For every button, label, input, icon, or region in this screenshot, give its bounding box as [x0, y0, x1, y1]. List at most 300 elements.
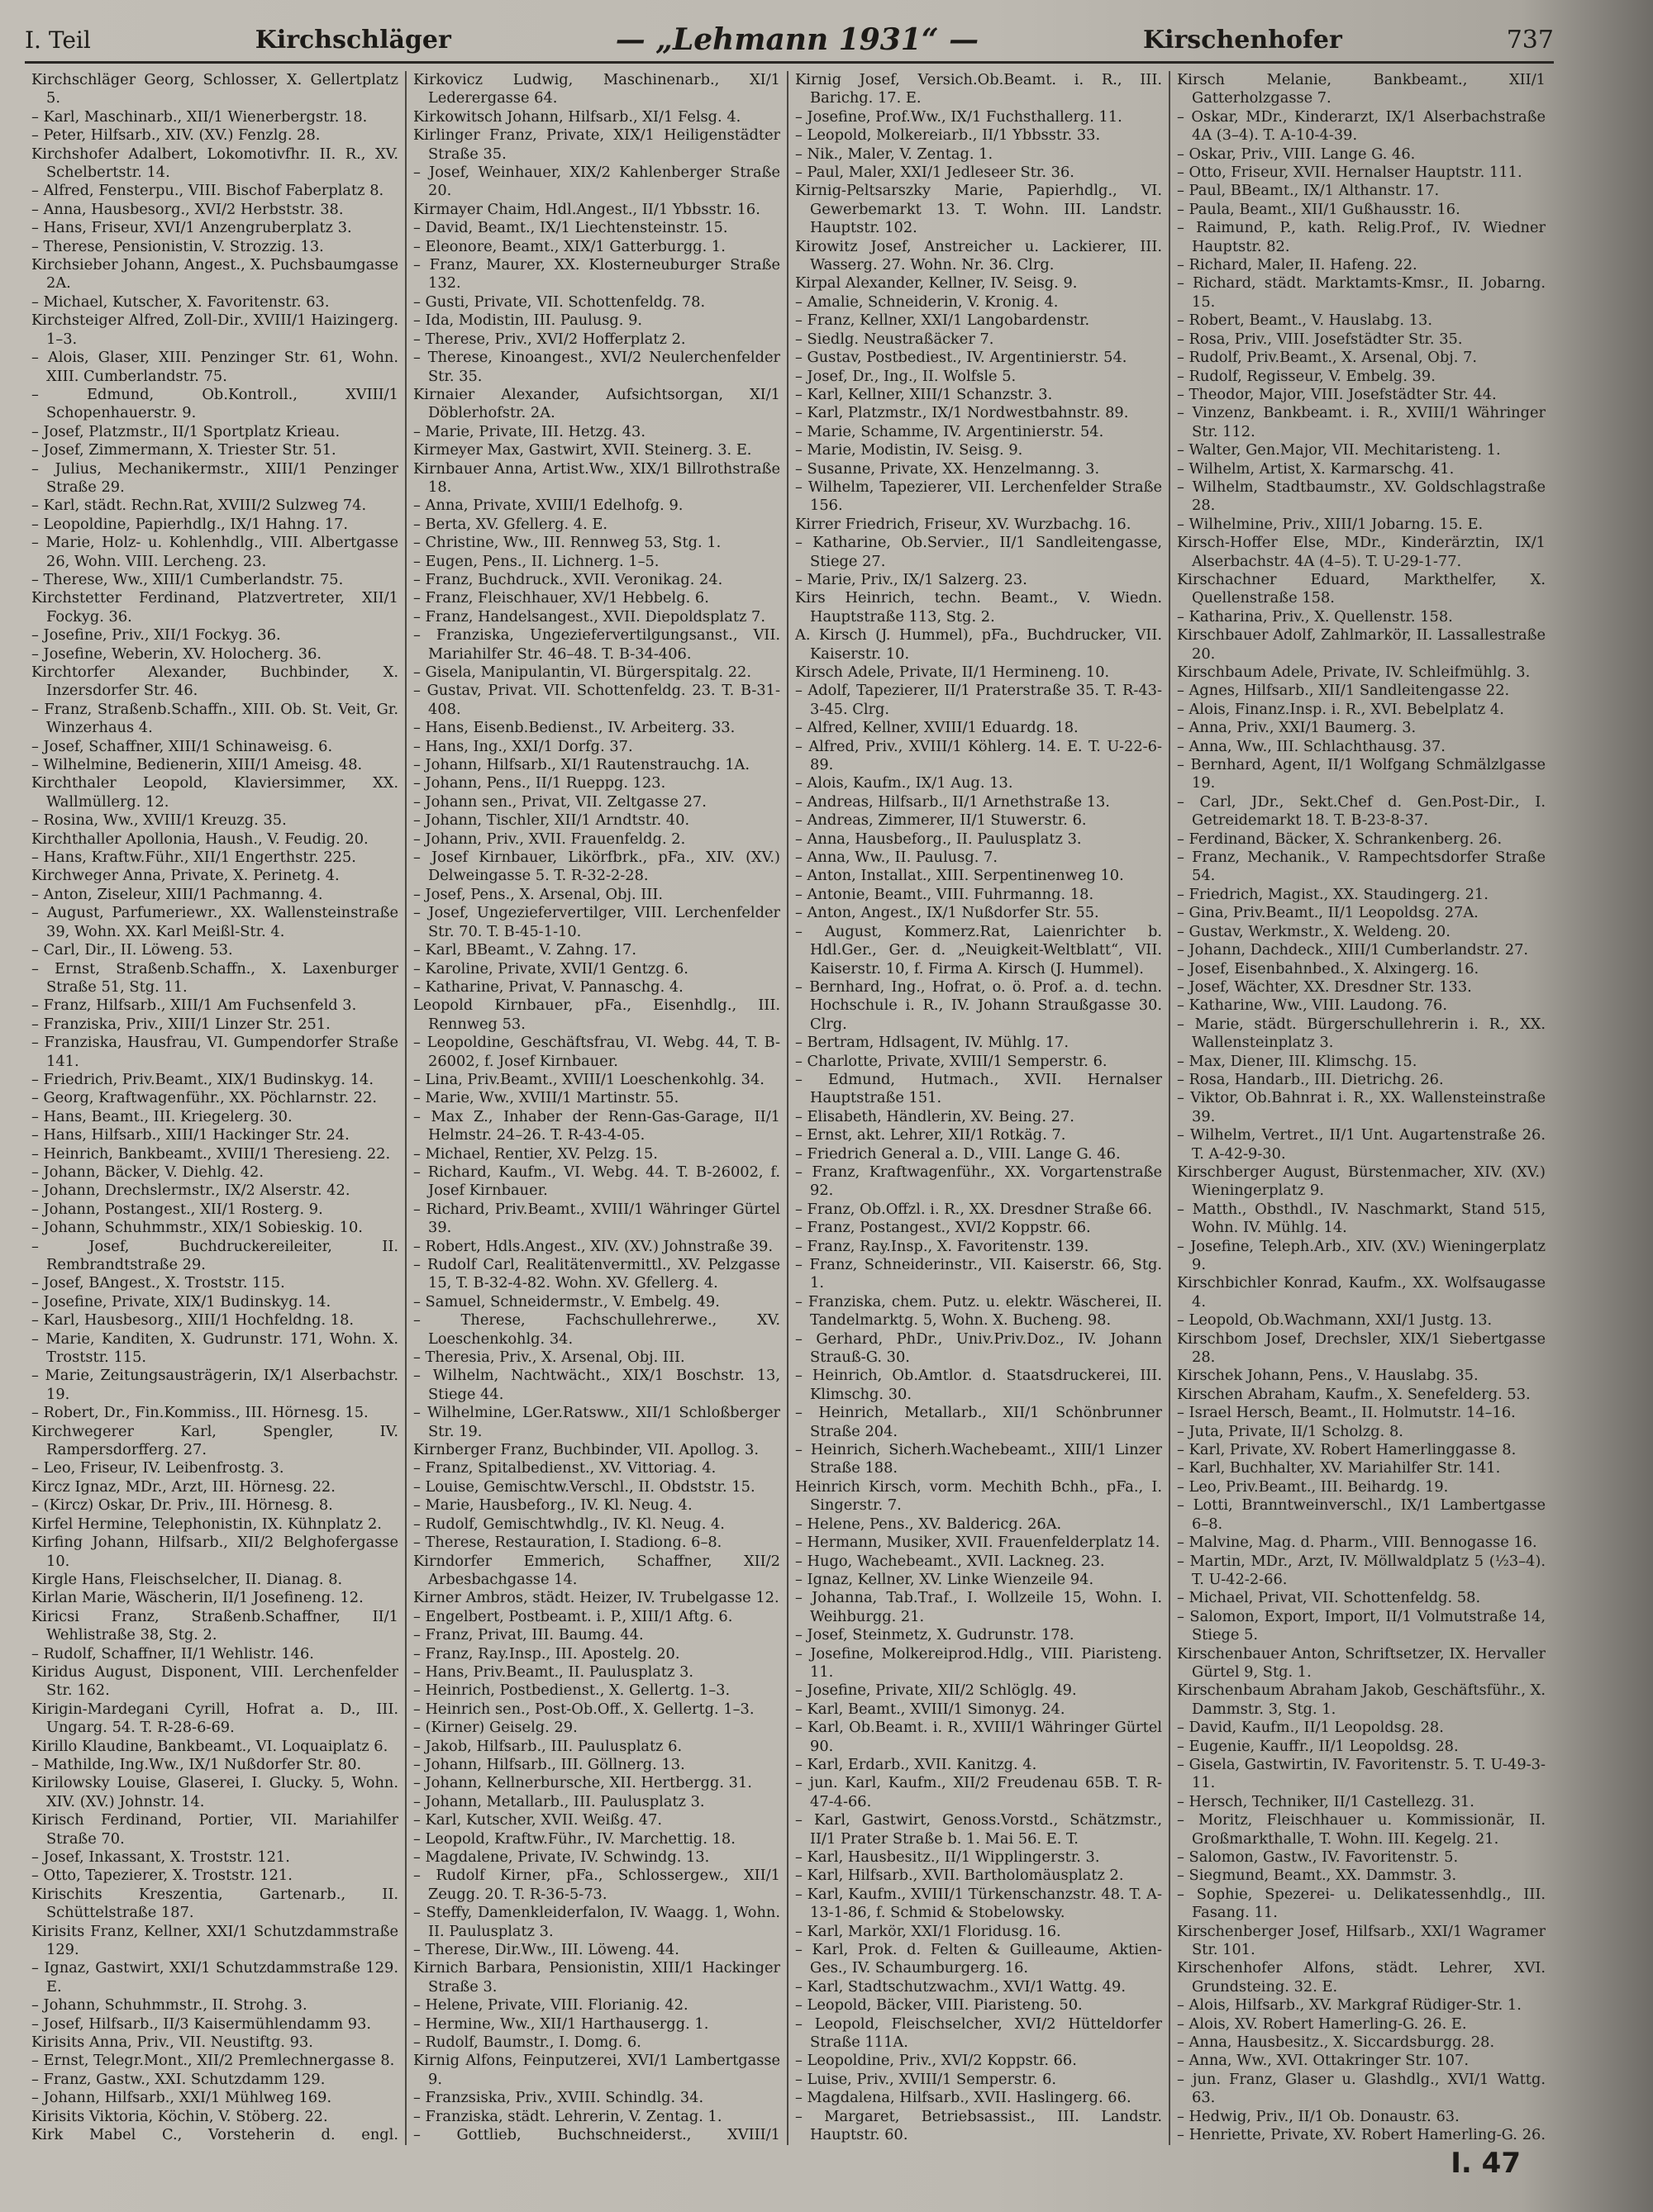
directory-entry: – Ernst, Straßenb.Schaffn., X. Laxenburger Straße 51, Stg. 11.: [31, 959, 398, 996]
directory-entry: – Franz, Fleischhauer, XV/1 Hebbelg. 6.: [413, 589, 709, 607]
directory-entry: – Peter, Hilfsarb., XIV. (XV.) Fenzlg. 28.: [31, 126, 321, 145]
directory-entry: – Alois, XV. Robert Hamerling-G. 26. E.: [1177, 2015, 1467, 2033]
directory-entry: – Josef, Buchdruckereileiter, II. Rembrandtstraße 29.: [31, 1237, 398, 1273]
directory-entry: – Franziska, Hausfrau, VI. Gumpendorfer Straße 141.: [31, 1034, 398, 1070]
directory-entry: – Marie, Holz- u. Kohlenhdlg., VIII. Albertgasse 26, Wohn. VIII. Lercheng. 23.: [31, 534, 398, 570]
directory-entry: Kirner Ambros, städt. Heizer, IV. Trubelgasse 12.: [413, 1589, 779, 1607]
directory-entry: – Charlotte, Private, XVIII/1 Semperstr. 6.: [795, 1052, 1108, 1070]
directory-entry: – Leopold, Ob.Wachmann, XXI/1 Justg. 13.: [1177, 1311, 1493, 1330]
directory-entry: – Christine, Ww., III. Rennweg 53, Stg. 1.: [413, 534, 722, 552]
directory-entry: – Oskar, MDr., Kinderarzt, IX/1 Alserbachstraße 4A (3–4). T. A-10-4-39.: [1177, 107, 1546, 145]
directory-entry: – Alois, Hilfsarb., XV. Markgraf Rüdiger-Str. 1.: [1177, 1996, 1522, 2015]
directory-entry: – Josefine, Priv., XII/1 Fockyg. 36.: [31, 626, 281, 645]
directory-entry: – Anna, Private, XVIII/1 Edelhofg. 9.: [413, 497, 684, 515]
directory-entry: – Viktor, Ob.Bahnrat i. R., XX. Wallensteinstraße 39.: [1177, 1089, 1546, 1125]
directory-entry: – Anna, Ww., III. Schlachthausg. 37.: [1177, 737, 1446, 755]
directory-entry: – Rosa, Handarb., III. Dietrichg. 26.: [1177, 1070, 1444, 1088]
directory-entry: – August, Parfumeriewr., XX. Wallensteinstraße 39, Wohn. XX. Karl Meißl-Str. 4.: [31, 904, 398, 940]
directory-entry: Kirchshofer Adalbert, Lokomotivfhr. II. R., XV. Schelbertstr. 14.: [31, 145, 398, 182]
directory-entry: – Lotti, Branntweinverschl., IX/1 Lambertgasse 6–8.: [1177, 1496, 1546, 1533]
directory-entry: Kirnig-Peltsarszky Marie, Papierhdlg., VI. Gewerbemarkt 13. T. Wohn. III. Landstr. Hauptstr. 102.: [795, 182, 1162, 237]
sheet-code: I. 47: [1451, 2147, 1521, 2180]
directory-entry: – Carl, Dir., II. Löweng. 53.: [31, 941, 233, 959]
directory-entry: – Johann, Hilfsarb., XI/1 Rautenstrauchg. 1A.: [413, 756, 750, 774]
directory-entry: Kirlinger Franz, Private, XIX/1 Heiligenstädter Straße 35.: [413, 126, 780, 163]
directory-entry: Kirschachner Eduard, Markthelfer, X. Quellenstraße 158.: [1177, 570, 1546, 607]
directory-entry: – Amalie, Schneiderin, V. Kronig. 4.: [795, 293, 1059, 311]
directory-entry: – Franziska, chem. Putz. u. elektr. Wäscherei, II. Tandelmarktg. 5, Wohn. X. Bucheng. 98.: [795, 1292, 1162, 1330]
directory-entry: – Richard, Kaufm., VI. Webg. 44. T. B-26002, f. Josef Kirnbauer.: [413, 1163, 780, 1200]
directory-entry: – Therese, Priv., XVI/2 Hofferplatz 2.: [413, 330, 686, 348]
directory-entry: Kirischits Kreszentia, Gartenarb., II. Schüttelstraße 187.: [31, 1885, 398, 1922]
directory-entry: – Johann sen., Privat, VII. Zeltgasse 27.: [413, 792, 707, 811]
column-3: [788, 71, 1170, 2145]
directory-entry: – Steffy, Damenkleiderfalon, IV. Waagg. 1, Wohn. II. Paulusplatz 3.: [413, 1904, 780, 1940]
directory-entry: Kirgle Hans, Fleischselcher, II. Dianag. 8.: [31, 1570, 343, 1588]
directory-entry: – Josefine, Private, XII/2 Schlöglg. 49.: [795, 1682, 1077, 1700]
directory-entry: – Heinrich, Bankbeamt., XVIII/1 Theresieng. 22.: [31, 1144, 391, 1163]
directory-entry: – Salomon, Export, Import, II/1 Volmutstraße 14, Stiege 5.: [1177, 1607, 1546, 1644]
directory-entry: Kirmeyer Max, Gastwirt, XVII. Steinerg. 3. E.: [413, 441, 752, 459]
directory-entry: – Katharina, Priv., X. Quellenstr. 158.: [1177, 607, 1453, 626]
directory-entry: – Josefine, Teleph.Arb., XIV. (XV.) Wieningerplatz 9.: [1177, 1237, 1546, 1273]
directory-entry: – Wilhelm, Vertret., II/1 Unt. Augartenstraße 26. T. A-42-9-30.: [1177, 1126, 1546, 1163]
directory-entry: – Anton, Installat., XIII. Serpentinenweg 10.: [795, 867, 1124, 885]
directory-entry: – Richard, Priv.Beamt., XVIII/1 Währinger Gürtel 39.: [413, 1200, 780, 1237]
directory-entry: – Ignaz, Kellner, XV. Linke Wienzeile 94.: [795, 1570, 1094, 1588]
directory-entry: – Karl, Markör, XXI/1 Floridusg. 16.: [795, 1922, 1061, 1940]
directory-entry: – Antonie, Beamt., VIII. Fuhrmanng. 18.: [795, 885, 1094, 903]
directory-entry: Kirchsteiger Alfred, Zoll-Dir., XVIII/1 Haizingerg. 1–3.: [31, 312, 398, 348]
directory-entry: – Richard, Maler, II. Hafeng. 22.: [1177, 256, 1417, 274]
directory-entry: – Hedwig, Priv., II/1 Ob. Donaustr. 63.: [1177, 2107, 1460, 2125]
directory-entry: Kirsch Adele, Private, II/1 Hermineng. 10.: [795, 664, 1110, 681]
directory-entry: – Otto, Friseur, XVII. Hernalser Hauptstr. 111.: [1177, 164, 1522, 182]
directory-entry: – Friedrich, Priv.Beamt., XIX/1 Budinskyg. 14.: [31, 1070, 374, 1088]
directory-entry: – Hans, Friseur, XVI/1 Anzengruberplatz 3.: [31, 219, 352, 237]
directory-entry: – Rudolf, Gemischtwhdlg., IV. Kl. Neug. 4.: [413, 1515, 725, 1533]
directory-entry: – Karl, Ob.Beamt. i. R., XVIII/1 Währinger Gürtel 90.: [795, 1719, 1162, 1755]
directory-entry: – Hermine, Ww., XII/1 Harthausergg. 1.: [413, 2015, 709, 2033]
directory-entry: – Eugen, Pens., II. Lichnerg. 1–5.: [413, 552, 660, 570]
directory-entry: – Wilhelmine, Priv., XIII/1 Jobarng. 15. E.: [1177, 515, 1484, 533]
directory-entry: – Mathilde, Ing.Ww., IX/1 Nußdorfer Str. 80.: [31, 1755, 362, 1773]
directory-entry: – Josef, Dr., Ing., II. Wolfsle 5.: [795, 367, 1017, 385]
directory-entry: – Rudolf, Schaffner, II/1 Wehlistr. 146.: [31, 1644, 314, 1663]
directory-entry: Kirschenbaum Abraham Jakob, Geschäftsführ., X. Dammstr. 3, Stg. 1.: [1177, 1682, 1546, 1718]
directory-entry: – Nik., Maler, V. Zentag. 1.: [795, 145, 993, 163]
directory-entry: Kirchthaller Apollonia, Haush., V. Feudig. 20.: [31, 830, 369, 848]
directory-entry: – Edmund, Ob.Kontroll., XVIII/1 Schopenhauerstr. 9.: [31, 385, 398, 422]
directory-entry: – Anna, Ww., II. Paulusg. 7.: [795, 849, 998, 867]
directory-entry: Kirschbaum Adele, Private, IV. Schleifmühlg. 3.: [1177, 664, 1531, 681]
directory-entry: – Leopold, Bäcker, VIII. Piaristeng. 50.: [795, 1996, 1083, 2015]
directory-entry: – Friedrich, Magist., XX. Staudingerg. 21.: [1177, 885, 1489, 903]
directory-entry: Kirndorfer Emmerich, Schaffner, XII/2 Arbesbachgasse 14.: [413, 1552, 780, 1588]
directory-entry: – Franz, Hilfsarb., XIII/1 Am Fuchsenfeld 3.: [31, 997, 357, 1015]
directory-entry: – Karl, Hilfsarb., XVII. Bartholomäusplatz 2.: [795, 1867, 1124, 1885]
directory-entry: – Paul, Maler, XXI/1 Jedleseer Str. 36.: [795, 164, 1074, 182]
directory-entry: – Leopoldine, Priv., XVI/2 Koppstr. 66.: [795, 2052, 1077, 2070]
directory-entry: Heinrich Kirsch, vorm. Mechith Bchh., pFa., I. Singerstr. 7.: [795, 1477, 1162, 1515]
directory-entry: – Alois, Kaufm., IX/1 Aug. 13.: [795, 774, 1013, 792]
directory-entry: – Franz, Postangest., XVI/2 Koppstr. 66.: [795, 1219, 1091, 1237]
directory-entry: – Franziska, städt. Lehrerin, V. Zentag. 1.: [413, 2107, 722, 2125]
directory-entry: – Therese, Restauration, I. Stadiong. 6–8.: [413, 1534, 722, 1552]
directory-entry: – Karl, Platzmstr., IX/1 Nordwestbahnstr. 89.: [795, 404, 1129, 422]
directory-entry: – Alfred, Fensterpu., VIII. Bischof Faberplatz 8.: [31, 182, 384, 200]
directory-entry: – Karl, Private, XV. Robert Hamerlinggasse 8.: [1177, 1441, 1517, 1459]
directory-entry: – (Kirner) Geiselg. 29.: [413, 1719, 578, 1737]
directory-entry: – Rosina, Ww., XVIII/1 Kreuzg. 35.: [31, 811, 287, 830]
directory-entry: – Elisabeth, Händlerin, XV. Being. 27.: [795, 1107, 1074, 1125]
directory-entry: – Franz, Ray.Insp., III. Apostelg. 20.: [413, 1644, 680, 1663]
directory-entry: – Helene, Private, VIII. Florianig. 42.: [413, 1996, 688, 2015]
directory-entry: – Paula, Beamt., XII/1 Gußhausstr. 16.: [1177, 200, 1460, 218]
directory-entry: – Josef, Platzmstr., II/1 Sportplatz Krieau.: [31, 422, 341, 440]
directory-entry: – Gisela, Gastwirtin, IV. Favoritenstr. 5. T. U-49-3-11.: [1177, 1755, 1546, 1792]
directory-entry: – Gustav, Postbediest., IV. Argentinierstr. 54.: [795, 349, 1127, 367]
directory-entry: – Alois, Finanz.Insp. i. R., XVI. Bebelplatz 4.: [1177, 700, 1504, 718]
directory-entry: – Marie, städt. Bürgerschullehrerin i. R., XX. Wallensteinplatz 3.: [1177, 1015, 1546, 1052]
directory-entry: – Marie, Zeitungsausträgerin, IX/1 Alserbachstr. 19.: [31, 1367, 398, 1403]
directory-entry: – Marie, Kanditen, X. Gudrunstr. 171, Wohn. X. Troststr. 115.: [31, 1330, 398, 1367]
directory-entry: – Rudolf, Regisseur, V. Embelg. 39.: [1177, 367, 1436, 385]
directory-entry: – Leopoldine, Geschäftsfrau, VI. Webg. 44, T. B-26002, f. Josef Kirnbauer.: [413, 1034, 780, 1070]
directory-entry: – Hans, Ing., XXI/1 Dorfg. 37.: [413, 737, 633, 755]
directory-entry: – Johann, Tischler, XII/1 Arndtstr. 40.: [413, 811, 690, 830]
directory-entry: Kirschenbauer Anton, Schriftsetzer, IX. Hervaller Gürtel 9, Stg. 1.: [1177, 1644, 1546, 1681]
directory-entry: – Karl, Maschinarb., XII/1 Wienerbergstr. 18.: [31, 107, 368, 126]
directory-entry: – Josef, Steinmetz, X. Gudrunstr. 178.: [795, 1626, 1074, 1644]
directory-entry: Kirschenberger Josef, Hilfsarb., XXI/1 Wagramer Str. 101.: [1177, 1922, 1546, 1959]
directory-entry: – Richard, städt. Marktamts-Kmsr., II. Jobarng. 15.: [1177, 274, 1546, 311]
directory-entry: – Franz, Privat, III. Baumg. 44.: [413, 1626, 644, 1644]
directory-entry: – Johann, Metallarb., III. Paulusplatz 3.: [413, 1792, 705, 1810]
directory-entry: – Marie, Private, III. Hetzg. 43.: [413, 422, 646, 440]
directory-entry: – Walter, Gen.Major, VII. Mechitaristeng. 1.: [1177, 441, 1501, 459]
directory-entry: – Josef, Eisenbahnbed., X. Alxingerg. 16.: [1177, 959, 1479, 978]
directory-entry: – Heinrich, Sicherh.Wachebeamt., XIII/1 Linzer Straße 188.: [795, 1441, 1162, 1477]
directory-entry: – Karl, Hausbesorg., XIII/1 Hochfeldng. 18.: [31, 1311, 355, 1330]
directory-entry: – Gustav, Werkmstr., X. Weldeng. 20.: [1177, 922, 1451, 940]
directory-entry: – Rudolf, Baumstr., I. Domg. 6.: [413, 2034, 641, 2052]
directory-entry: – Margaret, Betriebsassist., III. Landstr. Hauptstr. 60.: [795, 2107, 1162, 2144]
directory-entry: – Wilhelmine, LGer.Ratsww., XII/1 Schloßberger Str. 19.: [413, 1404, 780, 1440]
directory-entry: – Johann, Priv., XVII. Frauenfeldg. 2.: [413, 830, 686, 848]
directory-entry: – Leopold, Fleischselcher, XVI/2 Hütteldorfer Straße 111A.: [795, 2015, 1162, 2052]
directory-entry: Kircz Ignaz, MDr., Arzt, III. Hörnesg. 22.: [31, 1477, 336, 1496]
directory-entry: – Anton, Ziseleur, XIII/1 Pachmanng. 4.: [31, 885, 323, 903]
directory-entry: – Hugo, Wachebeamt., XVII. Lackneg. 23.: [795, 1552, 1105, 1570]
directory-entry: – Anna, Ww., XVI. Ottakringer Str. 107.: [1177, 2052, 1470, 2070]
directory-entry: Kirschbom Josef, Drechsler, XIX/1 Siebertgasse 28.: [1177, 1330, 1546, 1367]
first-entry-name: Kirchschläger: [255, 25, 451, 55]
directory-entry: – Marie, Ww., XVIII/1 Martinstr. 55.: [413, 1089, 679, 1107]
directory-entry: Kirschen Abraham, Kaufm., X. Senefelderg. 53.: [1177, 1385, 1531, 1403]
directory-entry: – Luise, Priv., XVIII/1 Semperstr. 6.: [795, 2070, 1057, 2088]
directory-entry: Kirigin-Mardegani Cyrill, Hofrat a. D., III. Ungarg. 54. T. R-28-6-69.: [31, 1700, 398, 1737]
directory-entry: – Anna, Hausbesorg., XVI/2 Herbststr. 38.: [31, 200, 344, 218]
directory-entry: – Max Z., Inhaber der Renn-Gas-Garage, II/1 Helmstr. 24–26. T. R-43-4-05.: [413, 1107, 780, 1144]
directory-entry: – Josef, Weinhauer, XIX/2 Kahlenberger Straße 20.: [413, 164, 780, 200]
directory-entry: – Johann, Dachdeck., XIII/1 Cumberlandstr. 27.: [1177, 941, 1529, 959]
directory-entry: – Engelbert, Postbeamt. i. P., XIII/1 Aftg. 6.: [413, 1607, 733, 1625]
directory-entry: – Martin, MDr., Arzt, IV. Möllwaldplatz 5 (½3–4). T. U-42-2-66.: [1177, 1552, 1546, 1588]
directory-entry: – Hermann, Musiker, XVII. Frauenfelderplatz 14.: [795, 1534, 1160, 1552]
directory-entry: Kirnig Alfons, Feinputzerei, XVI/1 Lambertgasse 9.: [413, 2052, 780, 2088]
directory-entry: Kirschenhofer Alfons, städt. Lehrer, XVI. Grundsteing. 32. E.: [1177, 1959, 1546, 1996]
directory-entry: – Josef, Zimmermann, X. Triester Str. 51.: [31, 441, 336, 459]
directory-entry: – Otto, Tapezierer, X. Troststr. 121.: [31, 1867, 293, 1885]
directory-entry: Kirchwegerer Karl, Spengler, IV. Rampersdorfferg. 27.: [31, 1422, 398, 1459]
directory-entry: Kirchsieber Johann, Angest., X. Puchsbaumgasse 2A.: [31, 256, 398, 293]
directory-entry: – Berta, XV. Gfellerg. 4. E.: [413, 515, 608, 533]
directory-entry: Kirfing Johann, Hilfsarb., XII/2 Belghofergasse 10.: [31, 1534, 398, 1570]
directory-entry: – Hans, Beamt., III. Kriegelerg. 30.: [31, 1107, 293, 1125]
directory-entry: – Wilhelm, Artist, X. Karmarschg. 41.: [1177, 459, 1455, 478]
directory-entry: – Anton, Angest., IX/1 Nußdorfer Str. 55.: [795, 904, 1099, 922]
directory-entry: – Oskar, Priv., VIII. Lange G. 46.: [1177, 145, 1416, 163]
directory-entry: – Franz, Maurer, XX. Klosterneuburger Straße 132.: [413, 256, 780, 293]
directory-entry: – Johann, Hilfsarb., III. Göllnerg. 13.: [413, 1755, 685, 1773]
directory-entry: Kirsch-Hoffer Else, MDr., Kinderärztin, IX/1 Alserbachstr. 4A (4–5). T. U-29-1-77.: [1177, 534, 1546, 570]
directory-entry: – Josef, BAngest., X. Troststr. 115.: [31, 1274, 285, 1292]
directory-entry: [795, 2145, 1162, 2146]
directory-entry: – Josef, Wächter, XX. Dresdner Str. 133.: [1177, 978, 1472, 996]
directory-entry: – Sophie, Spezerei- u. Delikatessenhdlg., III. Fasang. 11.: [1177, 1885, 1546, 1922]
directory-entry: Kirkowitsch Johann, Hilfsarb., XI/1 Felsg. 4.: [413, 107, 741, 126]
directory-entry: – Franz, Kellner, XXI/1 Langobardenstr.: [795, 312, 1090, 330]
directory-entry: – Gina, Priv.Beamt., II/1 Leopoldsg. 27A.: [1177, 904, 1479, 922]
directory-entry: – Magdalene, Private, IV. Schwindg. 13.: [413, 1848, 710, 1866]
directory-entry: Kirchtorfer Alexander, Buchbinder, X. Inzersdorfer Str. 46.: [31, 664, 398, 700]
directory-entry: – Rosa, Priv., VIII. Josefstädter Str. 35.: [1177, 330, 1463, 348]
directory-entry: – Heinrich, Ob.Amtlor. d. Staatsdruckerei, III. Klimschg. 30.: [795, 1367, 1162, 1403]
directory-entry: – Moritz, Fleischhauer u. Kommissionär, II. Großmarkthalle, T. Wohn. III. Kegelg. 21.: [1177, 1811, 1546, 1848]
directory-entry: Leopold Kirnbauer, pFa., Eisenhdlg., III. Rennweg 53.: [413, 997, 780, 1033]
directory-entry: – Agnes, Hilfsarb., XII/1 Sandleitengasse 22.: [1177, 682, 1510, 700]
directory-entry: – Rudolf Kirner, pFa., Schlossergew., XII/1 Zeugg. 20. T. R-36-5-73.: [413, 1867, 780, 1903]
directory-entry: Kirschek Johann, Pens., V. Hauslabg. 35.: [1177, 1367, 1479, 1385]
directory-entry: – Andreas, Hilfsarb., II/1 Arnethstraße 13.: [795, 792, 1110, 811]
directory-entry: – Marie, Schamme, IV. Argentinierstr. 54.: [795, 422, 1104, 440]
directory-entry: – Ernst, Telegr.Mont., XII/2 Premlechnergasse 8.: [31, 2052, 395, 2070]
directory-entry: – Salomon, Gastw., IV. Favoritenstr. 5.: [1177, 1848, 1459, 1866]
directory-entry: – Johann, Kellnerbursche, XII. Hertbergg. 31.: [413, 1774, 752, 1792]
directory-entry: – Wilhelm, Nachtwächt., XIX/1 Boschstr. 13, Stiege 44.: [413, 1367, 780, 1403]
directory-entry: – jun. Karl, Kaufm., XII/2 Freudenau 65B. T. R-47-4-66.: [795, 1774, 1162, 1810]
book-title: — „Lehmann 1931“ —: [615, 22, 979, 57]
directory-entry: Kirfel Hermine, Telephonistin, IX. Kühnplatz 2.: [31, 1515, 382, 1533]
directory-entry: Kirsch Melanie, Bankbeamt., XII/1 Gatterholzgasse 7.: [1177, 71, 1546, 107]
directory-entry: – Theresia, Priv., X. Arsenal, Obj. III.: [413, 1349, 685, 1367]
directory-entry: – David, Kaufm., II/1 Leopoldsg. 28.: [1177, 1719, 1444, 1737]
directory-entry: – Ernst, akt. Lehrer, XII/1 Rotkäg. 7.: [795, 1126, 1066, 1144]
directory-entry: – Alfred, Kellner, XVIII/1 Eduardg. 18.: [795, 719, 1079, 737]
directory-entry: – Johann, Pens., II/1 Rueppg. 123.: [413, 774, 666, 792]
directory-columns: [25, 71, 1554, 2145]
directory-entry: – Josefine, Prof.Ww., IX/1 Fuchsthallerg. 11.: [795, 107, 1122, 126]
directory-entry: – Robert, Hdls.Angest., XIV. (XV.) Johnstraße 39.: [413, 1237, 773, 1255]
directory-entry: – Karoline, Private, XVII/1 Gentzg. 6.: [413, 959, 688, 978]
directory-entry: Kirillo Klaudine, Bankbeamt., VI. Loquaiplatz 6.: [31, 1737, 388, 1755]
directory-entry: Kirisits Anna, Priv., VII. Neustiftg. 93.: [31, 2034, 313, 2052]
directory-entry: – Franz, Schneiderinstr., VII. Kaiserstr. 66, Stg. 1.: [795, 1256, 1162, 1292]
directory-entry: – Eugenie, Kauffr., II/1 Leopoldsg. 28.: [1177, 1737, 1459, 1755]
directory-entry: – Karl, BBeamt., V. Zahng. 17.: [413, 941, 636, 959]
directory-entry: – Edmund, Hutmach., XVII. Hernalser Hauptstraße 151.: [795, 1070, 1162, 1107]
directory-entry: – Katharine, Ob.Servier., II/1 Sandleitengasse, Stiege 27.: [795, 534, 1162, 570]
directory-entry: – Susanne, Private, XX. Henzelmanng. 3.: [795, 459, 1100, 478]
directory-entry: Kirnich Barbara, Pensionistin, XIII/1 Hackinger Straße 3.: [413, 1959, 780, 1996]
directory-entry: – Josef, Hilfsarb., II/3 Kaisermühlendamm 93.: [31, 2015, 372, 2033]
directory-entry: – Eleonore, Beamt., XIX/1 Gatterburgg. 1.: [413, 237, 726, 255]
directory-entry: – Heinrich, Postbedienst., X. Gellertg. 1–3.: [413, 1682, 731, 1700]
directory-entry: Kirisits Viktoria, Köchin, V. Stöberg. 22.: [31, 2107, 328, 2125]
directory-entry: – Carl, JDr., Sekt.Chef d. Gen.Post-Dir., I. Getreidemarkt 18. T. B-23-8-37.: [1177, 792, 1546, 830]
directory-entry: Kirchthaler Leopold, Klaviersimmer, XX. Wallmüllerg. 12.: [31, 774, 398, 811]
directory-entry: – Marie, Hausbeforg., IV. Kl. Neug. 4.: [413, 1496, 693, 1515]
directory-entry: – Karl, Beamt., XVIII/1 Simonyg. 24.: [795, 1700, 1065, 1718]
directory-entry: – Rudolf, Priv.Beamt., X. Arsenal, Obj. 7.: [1177, 349, 1478, 367]
directory-entry: – Karl, Erdarb., XVII. Kanitzg. 4.: [795, 1755, 1037, 1773]
directory-entry: – Hans, Hilfsarb., XIII/1 Hackinger Str. 24.: [31, 1126, 350, 1144]
directory-entry: Kirschbichler Konrad, Kaufm., XX. Wolfsaugasse 4.: [1177, 1274, 1546, 1311]
directory-entry: – Franziska, Ungeziefervertilgungsanst., VII. Mariahilfer Str. 46–48. T. B-34-406.: [413, 626, 780, 663]
directory-entry: – Johann, Schuhmmstr., II. Strohg. 3.: [31, 1996, 307, 2015]
directory-entry: – Karl, Kellner, XIII/1 Schanzstr. 3.: [795, 385, 1053, 403]
directory-entry: Kirnberger Franz, Buchbinder, VII. Apollog. 3.: [413, 1441, 760, 1459]
directory-entry: – Alois, Glaser, XIII. Penzinger Str. 61, Wohn. XIII. Cumberlandstr. 75.: [31, 349, 398, 385]
directory-entry: – Siedlg. Neustraßäcker 7.: [795, 330, 994, 348]
directory-entry: – Rudolf Carl, Realitätenvermittl., XV. Pelzgasse 15, T. B-32-4-82. Wohn. XV. Gfellerg. 4.: [413, 1256, 780, 1292]
directory-entry: – Anna, Hausbesitz., X. Siccardsburgg. 28.: [1177, 2034, 1495, 2052]
directory-entry: – Josef, Pens., X. Arsenal, Obj. III.: [413, 885, 663, 903]
directory-entry: – Gisela, Manipulantin, VI. Bürgerspitalg. 22.: [413, 664, 751, 681]
directory-entry: – Heinrich sen., Post-Ob.Off., X. Gellertg. 1–3.: [413, 1700, 755, 1718]
directory-entry: – Israel Hersch, Beamt., II. Holmutstr. 14–16.: [1177, 1404, 1516, 1422]
directory-entry: – Franziska, Priv., XIII/1 Linzer Str. 251.: [31, 1015, 331, 1033]
directory-entry: – Raimund, P., kath. Relig.Prof., IV. Wiedner Hauptstr. 82.: [1177, 219, 1546, 255]
directory-entry: – Karl, Stadtschutzwachm., XVI/1 Wattg. 49.: [795, 1977, 1126, 1996]
directory-entry: – Magdalena, Hilfsarb., XVII. Haslingerg. 66.: [795, 2089, 1131, 2107]
directory-entry: Kiridus August, Disponent, VIII. Lerchenfelder Str. 162.: [31, 1663, 398, 1700]
directory-entry: – (Kircz) Oskar, Dr. Priv., III. Hörnesg. 8.: [31, 1496, 333, 1515]
directory-entry: – Franz, Handelsangest., XVII. Diepoldsplatz 7.: [413, 607, 765, 626]
directory-entry: – Katharine, Privat, V. Pannaschg. 4.: [413, 978, 684, 996]
directory-entry: – Alfred, Priv., XVIII/1 Köhlerg. 14. E. T. U-22-6-89.: [795, 737, 1162, 774]
directory-entry: Kirchweger Anna, Private, X. Perinetg. 4.: [31, 867, 340, 885]
directory-entry: – Jakob, Hilfsarb., III. Paulusplatz 6.: [413, 1737, 683, 1755]
directory-entry: Kirchschläger Georg, Schlosser, X. Gellertplatz 5.: [31, 71, 398, 107]
directory-entry: Kirchstetter Ferdinand, Platzvertreter, XII/1 Fockyg. 36.: [31, 589, 398, 626]
directory-entry: – Karl, Buchhalter, XV. Mariahilfer Str. 141.: [1177, 1459, 1501, 1477]
directory-entry: – Marie, Priv., IX/1 Salzerg. 23.: [795, 570, 1027, 588]
directory-entry: – Samuel, Schneidermstr., V. Embelg. 49.: [413, 1292, 720, 1311]
directory-entry: Kirnaier Alexander, Aufsichtsorgan, XI/1 Döblerhofstr. 2A.: [413, 385, 780, 422]
directory-entry: – Anna, Priv., XXI/1 Baumerg. 3.: [1177, 719, 1417, 737]
directory-entry: – Josef Kirnbauer, Likörfbrk., pFa., XIV. (XV.) Delweingasse 5. T. R-32-2-28.: [413, 849, 780, 885]
directory-entry: – Johann, Postangest., XII/1 Rosterg. 9.: [31, 1200, 323, 1218]
directory-entry: – Johann, Hilfsarb., XXI/1 Mühlweg 169.: [31, 2089, 332, 2107]
directory-entry: Kirowitz Josef, Anstreicher u. Lackierer, III. Wasserg. 27. Wohn. Nr. 36. Clrg.: [795, 237, 1162, 274]
directory-entry: Kirschberger August, Bürstenmacher, XIV. (XV.) Wieningerplatz 9.: [1177, 1163, 1546, 1200]
directory-entry: – Franz, Buchdruck., XVII. Veronikag. 24.: [413, 570, 723, 588]
directory-entry: – Ida, Modistin, III. Paulusg. 9.: [413, 312, 643, 330]
directory-entry: – Franz, Spitalbedienst., XV. Vittoriag. 4.: [413, 1459, 717, 1477]
directory-entry: – Georg, Kraftwagenführ., XX. Pöchlarnstr. 22.: [31, 1089, 378, 1107]
column-1: [25, 71, 407, 2145]
directory-entry: – Theodor, Major, VIII. Josefstädter Str. 44.: [1177, 385, 1497, 403]
directory-entry: Kirk Mabel C., Vorsteherin d. engl.: [31, 2126, 398, 2144]
directory-entry: – Michael, Kutscher, X. Favoritenstr. 63.: [31, 293, 330, 311]
directory-entry: – Josefine, Molkereiprod.Hdlg., VIII. Piaristeng. 11.: [795, 1644, 1162, 1681]
last-entry-name: Kirschenhofer: [1143, 25, 1342, 55]
part-label: I. Teil: [25, 26, 91, 54]
directory-entry: – Josef, Ungeziefervertilger, VIII. Lerchenfelder Str. 70. T. B-45-1-10.: [413, 904, 780, 940]
directory-entry: – Max, Diener, III. Klimschg. 15.: [1177, 1052, 1417, 1070]
directory-entry: – Bernhard, Ing., Hofrat, o. ö. Prof. a. d. techn. Hochschule i. R., IV. Johann Straußgasse 30. Clrg.: [795, 978, 1162, 1033]
directory-entry: – David, Beamt., IX/1 Liechtensteinstr. 15.: [413, 219, 728, 237]
directory-entry: – Lina, Priv.Beamt., XVIII/1 Loeschenkohlg. 34.: [413, 1070, 765, 1088]
directory-entry: – Hersch, Techniker, II/1 Castellezg. 31.: [1177, 1792, 1474, 1810]
directory-entry: – Leopold, Kraftw.Führ., IV. Marchettig. 18.: [413, 1829, 736, 1848]
directory-entry: – Bertram, Hdlsagent, IV. Mühlg. 17.: [795, 1034, 1069, 1052]
column-4: [1170, 71, 1552, 2145]
directory-entry: – Robert, Dr., Fin.Kommiss., III. Hörnesg. 15.: [31, 1404, 369, 1422]
directory-entry: – Katharine, Ww., VIII. Laudong. 76.: [1177, 997, 1448, 1015]
directory-entry: – Gottlieb, Buchschneiderst., XVIII/1: [413, 2126, 780, 2144]
page-header: [25, 18, 1554, 64]
directory-entry: Kirrer Friedrich, Friseur, XV. Wurzbachg. 16.: [795, 515, 1131, 533]
directory-entry: – Johanna, Tab.Traf., I. Wollzeile 15, Wohn. I. Weihburgg. 21.: [795, 1589, 1162, 1625]
directory-entry: – Therese, Fachschullehrerwe., XV. Loeschenkohlg. 34.: [413, 1311, 780, 1348]
directory-entry: – Anna, Hausbeforg., II. Paulusplatz 3.: [795, 830, 1082, 848]
directory-entry: – Therese, Pensionistin, V. Strozzig. 13.: [31, 237, 324, 255]
directory-entry: Kirschbauer Adolf, Zahlmarkör, II. Lassallestraße 20.: [1177, 626, 1546, 663]
directory-entry: Kirnig Josef, Versich.Ob.Beamt. i. R., III. Barichg. 17. E.: [795, 71, 1162, 107]
directory-entry: – Leo, Friseur, IV. Leibenfrostg. 3.: [31, 1459, 284, 1477]
directory-entry: – Helene, Pens., XV. Baldericg. 26A.: [795, 1515, 1062, 1533]
directory-entry: Kirs Heinrich, techn. Beamt., V. Wiedn. Hauptstraße 113, Stg. 2.: [795, 589, 1162, 626]
directory-entry: – Therese, Ww., XIII/1 Cumberlandstr. 75.: [31, 570, 344, 588]
directory-entry: – Gerhard, PhDr., Univ.Priv.Doz., IV. Johann Strauß-G. 30.: [795, 1330, 1162, 1367]
directory-entry: – Julius, Mechanikermstr., XIII/1 Penzinger Straße 29.: [31, 459, 398, 496]
directory-entry: – Hans, Kraftw.Führ., XII/1 Engerthstr. 225.: [31, 849, 356, 867]
directory-entry: – Josef, Inkassant, X. Troststr. 121.: [31, 1848, 290, 1866]
directory-entry: A. Kirsch (J. Hummel), pFa., Buchdrucker, VII. Kaiserstr. 10.: [795, 626, 1162, 663]
directory-entry: – Siegmund, Beamt., XX. Dammstr. 3.: [1177, 1867, 1457, 1885]
directory-entry: – Therese, Dir.Ww., III. Löweng. 44.: [413, 1941, 679, 1959]
directory-entry: – Karl, Gastwirt, Genoss.Vorstd., Schätzmstr., II/1 Prater Straße b. 1. Mai 56. E. T.: [795, 1811, 1162, 1848]
directory-entry: – Josefine, Weberin, XV. Holocherg. 36.: [31, 645, 322, 663]
directory-entry: Kirmayer Chaim, Hdl.Angest., II/1 Ybbsstr. 16.: [413, 200, 760, 218]
directory-entry: – Wilhelm, Tapezierer, VII. Lerchenfelder Straße 156.: [795, 478, 1162, 515]
directory-entry: – Leopoldine, Papierhdlg., IX/1 Hahng. 17.: [31, 515, 349, 533]
directory-entry: – Juta, Private, II/1 Scholzg. 8.: [1177, 1422, 1403, 1440]
directory-entry: – jun. Franz, Glaser u. Glashdlg., XVI/1 Wattg. 63.: [1177, 2070, 1546, 2107]
directory-entry: – Franz, Mechanik., V. Rampechtsdorfer Straße 54.: [1177, 849, 1546, 885]
directory-entry: – Vinzenz, Bankbeamt. i. R., XVIII/1 Währinger Str. 112.: [1177, 404, 1546, 440]
directory-entry: Kirnbauer Anna, Artist.Ww., XIX/1 Billrothstraße 18.: [413, 459, 780, 496]
directory-entry: – Andreas, Zimmerer, II/1 Stuwerstr. 6.: [795, 811, 1087, 830]
directory-entry: – Hans, Eisenb.Bedienst., IV. Arbeiterg. 33.: [413, 719, 736, 737]
directory-entry: – August, Kommerz.Rat, Laienrichter b. Hdl.Ger., Ger. d. „Neuigkeit-Weltblatt“, VII. Kaiserstr. 10, f. Firma A. Kirsch (J. Hummel).: [795, 922, 1162, 978]
directory-entry: – Wilhelm, Stadtbaumstr., XV. Goldschlagstraße 28.: [1177, 478, 1546, 515]
directory-entry: – Bernhard, Agent, II/1 Wolfgang Schmälzlgasse 19.: [1177, 756, 1546, 792]
directory-entry: – Friedrich General a. D., VIII. Lange G. 46.: [795, 1144, 1121, 1163]
